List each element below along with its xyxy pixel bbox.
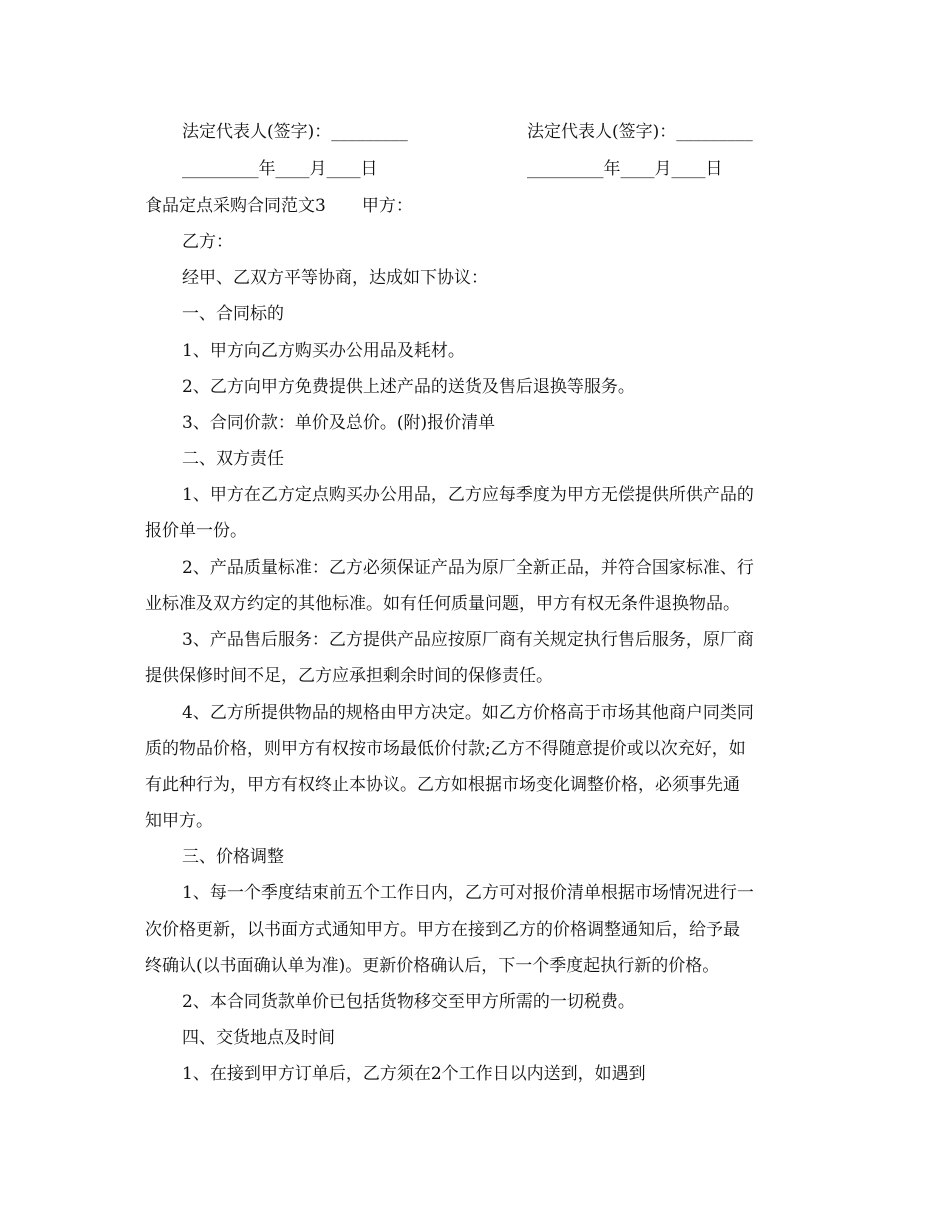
party-b-signature-date: _________年____月____日 [527,159,723,179]
responsibility-clause-4-line-4: 知甲方。 [145,811,213,831]
party-b-representative-signature: 法定代表人(签字)：_________ [527,122,753,142]
responsibility-clause-3-line-1: 3、产品售后服务：乙方提供产品应按原厂商有关规定执行售后服务，原厂商 [182,630,754,650]
responsibility-clause-2-line-2: 业标准及双方约定的其他标准。如有任何质量问题，甲方有权无条件退换物品。 [145,594,740,614]
responsibility-clause-1-line-2: 报价单一份。 [145,521,247,541]
contract-title: 食品定点采购合同范文3 [145,196,326,216]
contract-title-line [145,196,815,216]
section-heading-subject: 一、合同标的 [182,304,284,324]
party-a-label: 甲方： [361,196,413,216]
responsibility-clause-1-line-1: 1、甲方在乙方定点购买办公用品，乙方应每季度为甲方无偿提供所供产品的 [182,485,754,505]
intro-paragraph: 经甲、乙双方平等协商，达成如下协议： [182,268,488,288]
delivery-clause-1: 1、在接到甲方订单后，乙方须在2个工作日以内送到，如遇到 [182,1064,646,1084]
price-clause-1-line-1: 1、每一个季度结束前五个工作日内，乙方可对报价清单根据市场情况进行一 [182,883,754,903]
responsibility-clause-3-line-2: 提供保修时间不足，乙方应承担剩余时间的保修责任。 [145,666,553,686]
section-heading-price-adjustment: 三、价格调整 [182,847,284,867]
party-a-representative-signature: 法定代表人(签字)：_________ [182,122,408,142]
price-clause-1-line-2: 次价格更新，以书面方式通知甲方。甲方在接到乙方的价格调整通知后，给予最 [145,920,740,940]
price-clause-1-line-3: 终确认(以书面确认单为准)。更新价格确认后，下一个季度起执行新的价格。 [145,956,720,976]
party-b-label: 乙方： [182,232,233,252]
responsibility-clause-4-line-3: 有此种行为，甲方有权终止本协议。乙方如根据市场变化调整价格，必须事先通 [145,775,740,795]
subject-clause-2: 2、乙方向甲方免费提供上述产品的送货及售后退换等服务。 [182,377,635,397]
subject-clause-1: 1、甲方向乙方购买办公用品及耗材。 [182,341,465,361]
responsibility-clause-4-line-1: 4、乙方所提供物品的规格由甲方决定。如乙方价格高于市场其他商户同类同 [182,703,754,723]
responsibility-clause-4-line-2: 质的物品价格，则甲方有权按市场最低价付款;乙方不得随意提价或以次充好，如 [145,739,746,759]
party-a-signature-date: _________年____月____日 [182,159,378,179]
price-clause-2: 2、本合同货款单价已包括货物移交至甲方所需的一切税费。 [182,992,635,1012]
responsibility-clause-2-line-1: 2、产品质量标准：乙方必须保证产品为原厂全新正品，并符合国家标准、行 [182,558,754,578]
subject-clause-3: 3、合同价款：单价及总价。(附)报价清单 [182,413,496,433]
section-heading-delivery: 四、交货地点及时间 [182,1028,335,1048]
section-heading-responsibilities: 二、双方责任 [182,449,284,469]
